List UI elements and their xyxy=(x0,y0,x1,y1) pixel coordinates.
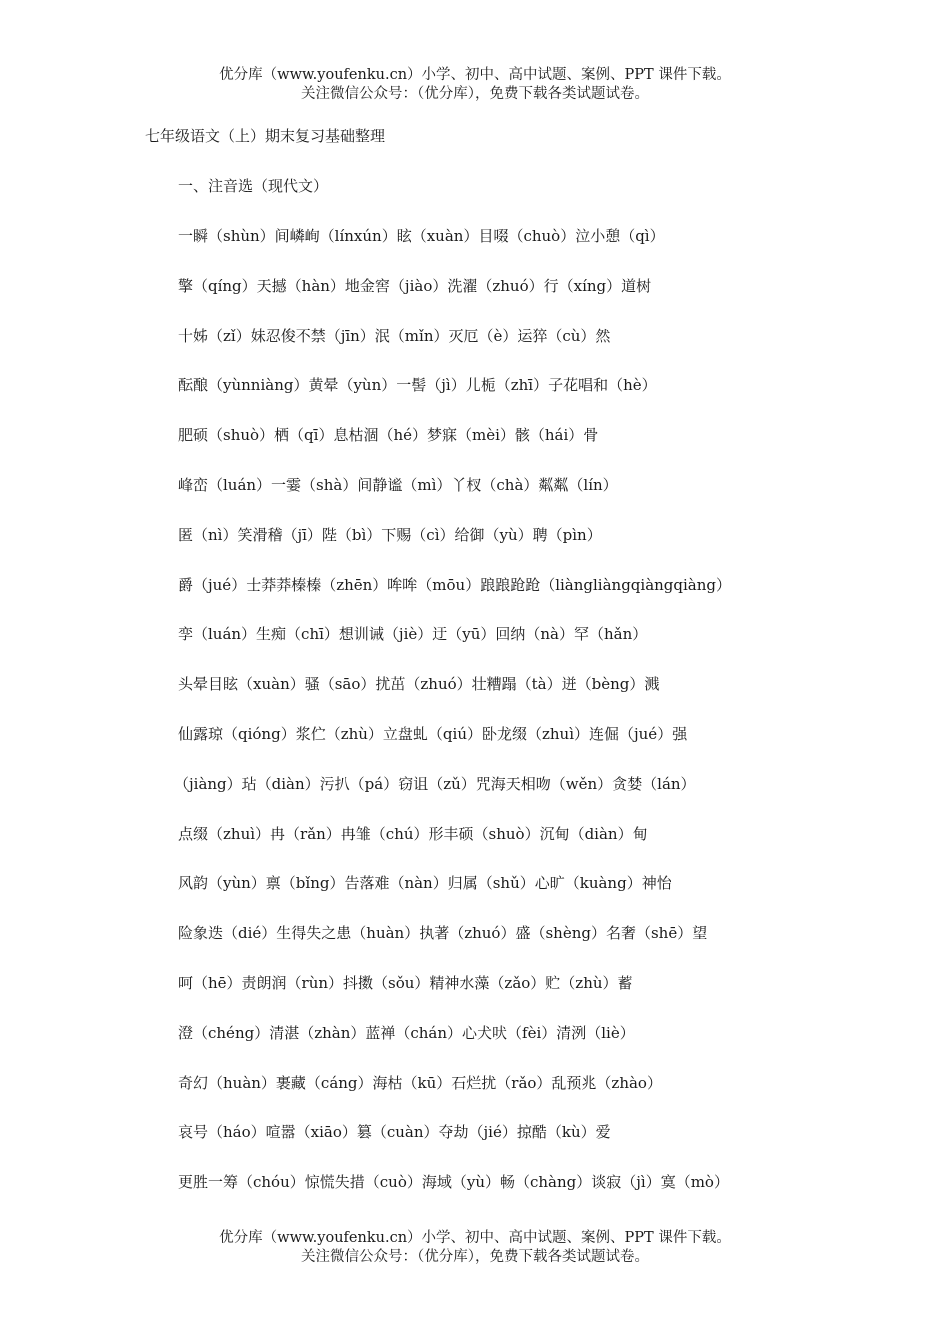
pinyin-line: （jiàng）玷（diàn）污扒（pá）窃诅（zǔ）咒海天相吻（wěn）贪婪（lán） xyxy=(174,774,696,793)
pinyin-line: 呵（hē）责朗润（rùn）抖擞（sǒu）精神水藻（zǎo）贮（zhù）蓄 xyxy=(178,973,633,992)
pinyin-line: 更胜一筹（chóu）惊慌失措（cuò）海域（yù）畅（chàng）谈寂（jì）寞（mò） xyxy=(178,1173,729,1192)
pinyin-line: 擎（qíng）天撼（hàn）地金窖（jiào）洗濯（zhuó）行（xíng）道树 xyxy=(178,276,652,295)
header-line-2: 关注微信公众号：（优分库），免费下载各类试题试卷。 xyxy=(301,86,649,102)
pinyin-line: 风韵（yùn）禀（bǐng）告落难（nàn）归属（shǔ）心旷（kuàng）神怡 xyxy=(178,874,672,893)
pinyin-line: 一瞬（shùn）间嶙峋（línxún）眩（xuàn）目啜（chuò）泣小憩（qì） xyxy=(178,227,665,245)
footer-line-2: 关注微信公众号：（优分库），免费下载各类试题试卷。 xyxy=(301,1249,649,1265)
pinyin-line: 仙露琼（qióng）浆伫（zhù）立盘虬（qiú）卧龙缀（zhuì）连倔（jué）强 xyxy=(178,724,688,743)
pinyin-line: 点缀（zhuì）冉（rǎn）冉雏（chú）形丰硕（shuò）沉甸（diàn）甸 xyxy=(178,824,648,843)
pinyin-line: 澄（chéng）清湛（zhàn）蓝禅（chán）心犬吠（fèi）清洌（liè） xyxy=(178,1023,635,1042)
page-header xyxy=(0,66,950,104)
header-line-1: 优分库（www.youfenku.cn）小学、初中、高中试题、案例、PPT 课件下载。 xyxy=(219,67,731,83)
footer-line-1: 优分库（www.youfenku.cn）小学、初中、高中试题、案例、PPT 课件下载。 xyxy=(219,1230,731,1246)
pinyin-line: 十姊（zǐ）妹忍俊不禁（jīn）泯（mǐn）灭厄（è）运猝（cù）然 xyxy=(178,326,611,345)
pinyin-line: 奇幻（huàn）裹藏（cáng）海枯（kū）石烂扰（rǎo）乱预兆（zhào） xyxy=(178,1073,662,1092)
document-title: 七年级语文（上）期末复习基础整理 xyxy=(145,127,386,145)
pinyin-line: 酝酿（yùnniàng）黄晕（yùn）一髻（jì）儿栀（zhī）子花唱和（hè） xyxy=(178,376,657,395)
pinyin-line: 哀号（háo）喧嚣（xiāo）篡（cuàn）夺劫（jié）掠酷（kù）爱 xyxy=(178,1123,611,1142)
pinyin-line: 匿（nì）笑滑稽（jī）陛（bì）下赐（cì）给御（yù）聘（pìn） xyxy=(178,525,602,544)
page-footer xyxy=(0,1229,950,1267)
pinyin-line: 峰峦（luán）一霎（shà）间静谧（mì）丫杈（chà）粼粼（lín） xyxy=(178,475,618,494)
pinyin-line: 险象迭（dié）生得失之患（huàn）执著（zhuó）盛（shèng）名奢（shē）望 xyxy=(178,924,708,943)
pinyin-line: 头晕目眩（xuàn）骚（sāo）扰茁（zhuó）壮糟蹋（tà）迸（bèng）溅 xyxy=(178,675,660,694)
pinyin-list xyxy=(174,226,732,1222)
pinyin-line: 爵（jué）士莽莽榛榛（zhēn）哞哞（mōu）踉踉跄跄（liàngliàngqiàngqiàng） xyxy=(178,575,732,594)
pinyin-line: 孪（luán）生痴（chī）想训诫（jiè）迂（yū）回纳（nà）罕（hǎn） xyxy=(178,625,648,644)
section-heading: 一、注音选（现代文） xyxy=(178,177,329,195)
pinyin-line: 肥硕（shuò）栖（qī）息枯涸（hé）梦寐（mèi）骸（hái）骨 xyxy=(178,426,599,445)
